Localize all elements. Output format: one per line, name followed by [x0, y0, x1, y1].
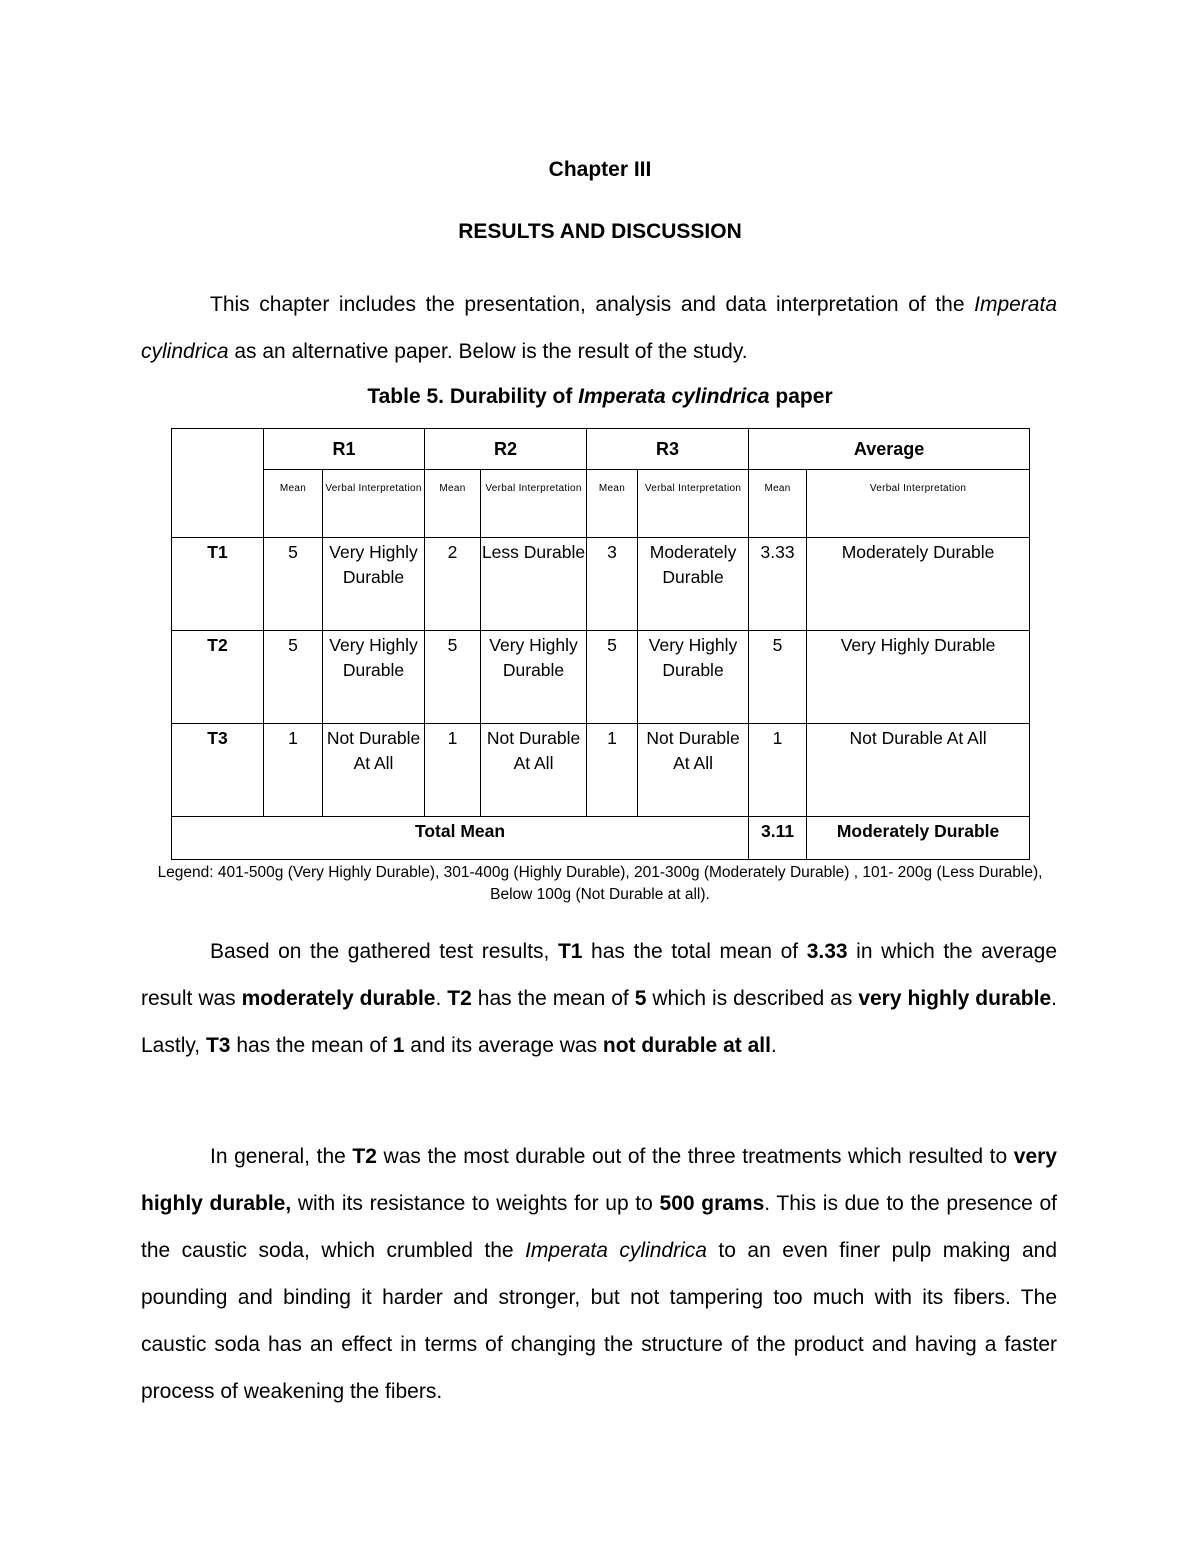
discussion-paragraph-1 — [141, 928, 1057, 1069]
total-row — [172, 817, 1030, 860]
table-legend: Legend: 401-500g (Very Highly Durable), 301-400g (Highly Durable), 201-300g (Moderately Durable) , 101- 200g (Less Durable), Below 100g (Not Durable at all). — [157, 864, 1043, 903]
p1-bold: T2 — [447, 987, 472, 1010]
avg-mean: 3.33 — [749, 538, 807, 631]
r3-verbal: Very Highly Durable — [638, 631, 749, 724]
p1-text: in which the average result was — [141, 940, 1057, 1010]
subheader-mean: Mean — [264, 470, 323, 538]
p1-text: Based on the gathered test results, — [210, 940, 558, 963]
header-r3: R3 — [587, 429, 749, 470]
r1-mean: 5 — [264, 538, 323, 631]
p1-bold: T1 — [557, 940, 583, 963]
avg-verbal: Moderately Durable — [807, 538, 1030, 631]
table-row — [172, 538, 1030, 631]
r3-verbal: Not Durable At All — [638, 724, 749, 817]
p2-bold: 500 grams — [659, 1192, 765, 1215]
total-verbal: Moderately Durable — [807, 817, 1030, 860]
header-r2: R2 — [425, 429, 587, 470]
subheader-mean: Mean — [749, 470, 807, 538]
avg-mean: 1 — [749, 724, 807, 817]
p2-text: In general, the — [210, 1145, 353, 1168]
table-row — [172, 631, 1030, 724]
r3-mean: 3 — [587, 538, 638, 631]
section-title: RESULTS AND DISCUSSION — [458, 220, 742, 243]
header-average: Average — [749, 429, 1030, 470]
r3-verbal: Moderately Durable — [638, 538, 749, 631]
durability-table — [171, 428, 1030, 860]
p1-bold: T3 — [205, 1034, 231, 1057]
subheader-verbal: Verbal Interpretation — [323, 470, 425, 538]
r2-verbal: Very Highly Durable — [481, 631, 587, 724]
p2-text: with its resistance to weights for up to — [291, 1192, 660, 1215]
r2-verbal: Less Durable — [481, 538, 587, 631]
r1-mean: 5 — [264, 631, 323, 724]
p1-bold: 5 — [634, 987, 647, 1010]
r2-mean: 1 — [425, 724, 481, 817]
row-label: T1 — [172, 538, 264, 631]
header-r1: R1 — [264, 429, 425, 470]
p1-text: has the mean of — [230, 1034, 393, 1057]
chapter-title: Chapter III — [548, 158, 652, 181]
p1-text: and its average was — [404, 1034, 603, 1057]
p2-species: Imperata cylindrica — [525, 1239, 707, 1262]
p1-bold: not durable at all — [602, 1034, 771, 1057]
corner-cell — [172, 429, 264, 538]
r2-verbal: Not Durable At All — [481, 724, 587, 817]
p2-text: . This is due to the presence of the caustic soda, which crumbled the — [141, 1192, 1058, 1262]
r2-mean: 5 — [425, 631, 481, 724]
subheader-verbal: Verbal Interpretation — [638, 470, 749, 538]
avg-verbal: Not Durable At All — [807, 724, 1030, 817]
p1-text: has the total mean of — [582, 940, 807, 963]
subheader-mean: Mean — [587, 470, 638, 538]
intro-paragraph — [141, 281, 1057, 375]
table-title — [0, 385, 1200, 409]
intro-text-1: This chapter includes the presentation, analysis and data interpretation of the — [210, 293, 975, 316]
table-title-prefix: Table 5. Durability of — [367, 385, 579, 408]
p1-bold: very highly durable — [858, 987, 1052, 1010]
avg-mean: 5 — [749, 631, 807, 724]
intro-species: Imperata cylindrica — [141, 293, 1057, 363]
avg-verbal: Very Highly Durable — [807, 631, 1030, 724]
p1-text: which is described as — [646, 987, 859, 1010]
r2-mean: 2 — [425, 538, 481, 631]
subheader-mean: Mean — [425, 470, 481, 538]
p1-bold: 3.33 — [806, 940, 848, 963]
table-title-species: Imperata cylindrica — [578, 385, 770, 408]
p2-text: was the most durable out of the three treatments which resulted to — [376, 1145, 1014, 1168]
discussion-paragraph-2 — [141, 1133, 1057, 1415]
p1-bold: 1 — [392, 1034, 405, 1057]
p1-bold: moderately durable — [241, 987, 436, 1010]
p1-text: . — [770, 1034, 777, 1057]
total-mean-value: 3.11 — [749, 817, 807, 860]
p1-text: has the mean of — [471, 987, 635, 1010]
r3-mean: 5 — [587, 631, 638, 724]
intro-text-2: as an alternative paper. Below is the result of the study. — [228, 340, 748, 363]
row-label: T2 — [172, 631, 264, 724]
r1-mean: 1 — [264, 724, 323, 817]
p2-bold: T2 — [352, 1145, 377, 1168]
r1-verbal: Not Durable At All — [323, 724, 425, 817]
table-row — [172, 724, 1030, 817]
p1-text: . — [435, 987, 448, 1010]
p2-bold: very highly durable, — [141, 1145, 1057, 1215]
p2-text: to an even finer pulp making and pounding and binding it harder and stronger, but not tampering too much with its fibers. The caustic soda has an effect in terms of changing the structure of the product and having a faster process of weakening the fibers. — [141, 1239, 1058, 1403]
subheader-verbal: Verbal Interpretation — [481, 470, 587, 538]
r1-verbal: Very Highly Durable — [323, 538, 425, 631]
r3-mean: 1 — [587, 724, 638, 817]
total-mean-label: Total Mean — [172, 817, 749, 860]
table-title-suffix: paper — [769, 385, 833, 408]
r1-verbal: Very Highly Durable — [323, 631, 425, 724]
subheader-verbal: Verbal Interpretation — [807, 470, 1030, 538]
p1-text: . Lastly, — [141, 987, 1057, 1057]
row-label: T3 — [172, 724, 264, 817]
